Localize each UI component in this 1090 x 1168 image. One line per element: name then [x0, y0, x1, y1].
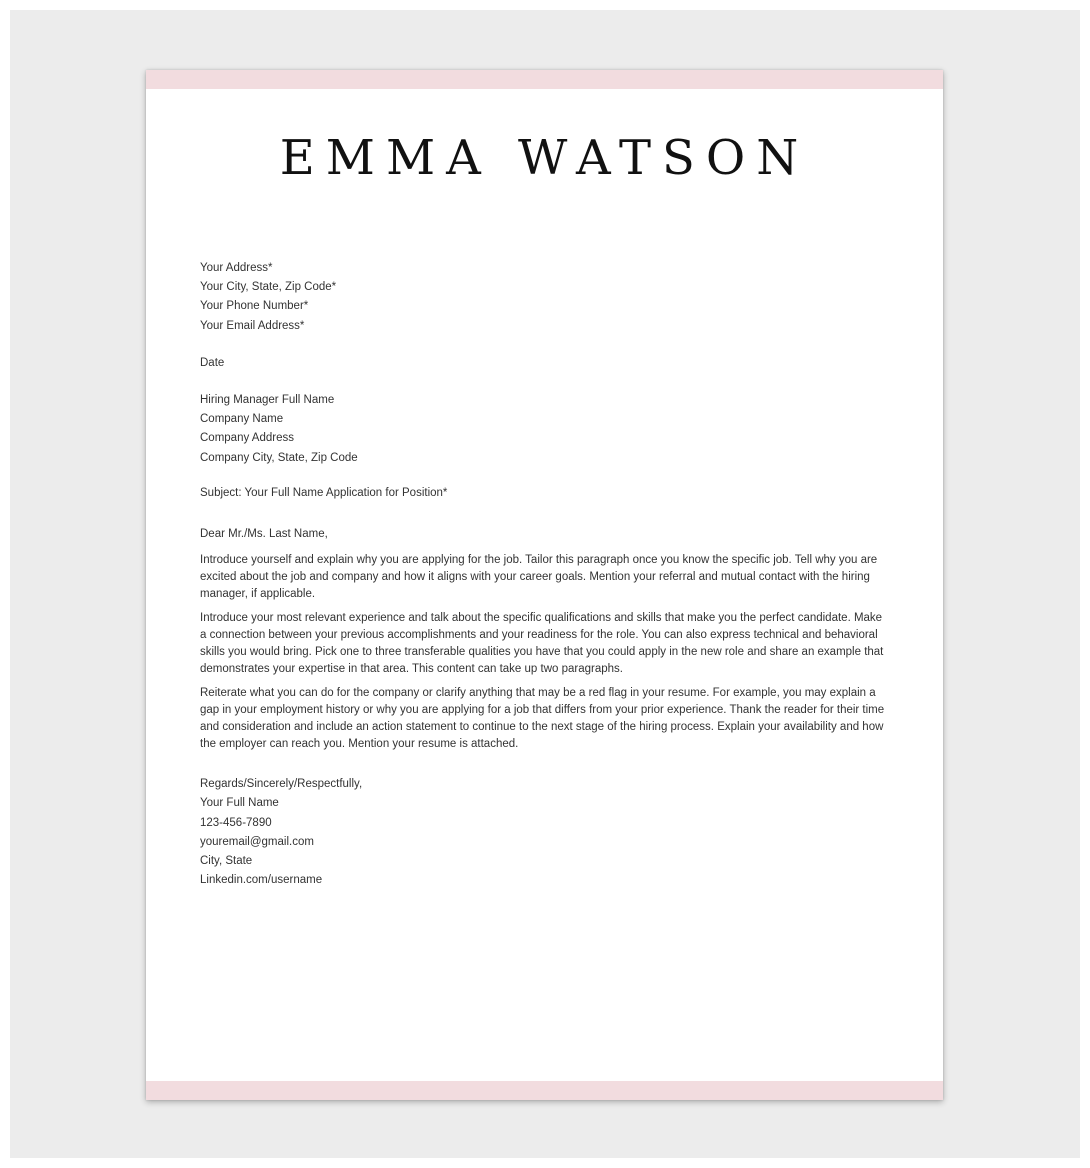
body-paragraph-experience: Introduce your most relevant experience and talk about the specific qualifications and skills that make you the perfect candidate. Make a connection between your previous accomplishments and your readiness for the role. You can also express technical and behavioral skills you would bring. Pick one to three transferable qualities you have that you could apply in the new role and share an example that demonstrates your expertise in that area. This content can take up two paragraphs. [200, 612, 884, 676]
letterhead-name: EMMA WATSON [279, 130, 810, 186]
body-paragraph-intro: Introduce yourself and explain why you are applying for the job. Tailor this paragraph once you know the specific job. Tell why you are excited about the job and company and how it aligns with your career goals. Mention your referral and mutual contact with the hiring manager, if applicable. [200, 554, 878, 601]
salutation: Dear Mr./Ms. Last Name, [200, 528, 328, 541]
recipient-name: Hiring Manager Full Name [200, 394, 335, 407]
body-paragraph-closing: Reiterate what you can do for the company or clarify anything that may be a red flag in your resume. For example, you may explain a gap in your employment history or why you are applying for a job that differs from your prior experience. Thank the reader for their time and consideration and include an action statement to continue to the next stage of the hiring process. Explain your availability and how the employer can reach you. Mention your resume is attached. [200, 687, 885, 751]
signature-block [200, 775, 890, 890]
sender-email: Your Email Address* [200, 319, 305, 332]
recipient-address: Company Address [200, 432, 294, 445]
sender-city: Your City, State, Zip Code* [200, 281, 337, 294]
recipient-block [200, 391, 890, 468]
sender-block [200, 259, 890, 336]
signature-phone: 123-456-7890 [200, 816, 272, 829]
signature-name: Your Full Name [200, 797, 279, 810]
letter-date: Date [200, 356, 225, 369]
sender-phone: Your Phone Number* [200, 300, 309, 313]
signature-linkedin: Linkedin.com/username [200, 874, 323, 887]
signature-location: City, State [200, 855, 253, 868]
top-accent-band [146, 70, 943, 89]
letter-body [200, 259, 890, 890]
recipient-city: Company City, State, Zip Code [200, 451, 358, 464]
closing-phrase: Regards/Sincerely/Respectfully, [200, 778, 363, 791]
letter-page [146, 70, 943, 1100]
subject-line: Subject: Your Full Name Application for Position* [200, 486, 448, 499]
sender-address: Your Address* [200, 262, 273, 274]
recipient-company: Company Name [200, 413, 284, 426]
bottom-accent-band [146, 1081, 943, 1100]
signature-email: youremail@gmail.com [200, 835, 314, 848]
